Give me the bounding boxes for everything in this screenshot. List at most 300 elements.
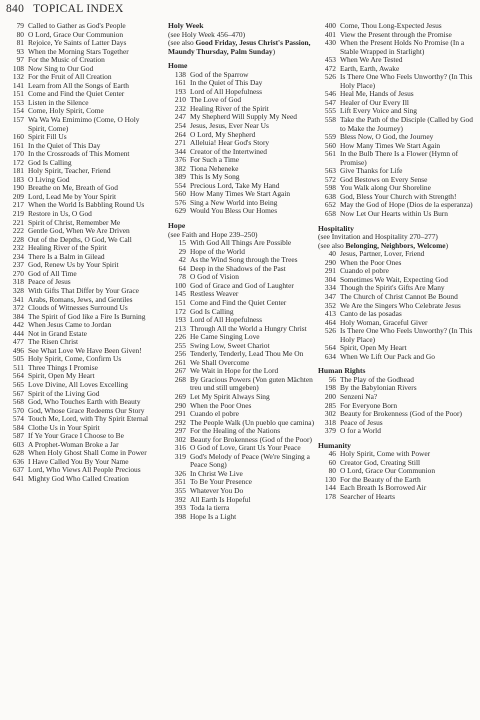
hymn-title: We Are the Singers Who Celebrate Jesus [340,300,461,310]
hymn-title: Creator of the Intertwined [190,146,267,156]
hymn-number: 270 [12,268,24,278]
hymn-title: God, Renew Us by Your Spirit [28,260,119,270]
hymn-title: Rejoice, Ye Saints of Latter Days [28,38,127,48]
hope-continued-list [318,22,476,219]
index-entry [168,513,316,522]
hymn-title: O God of Love, Grant Us Your Peace [190,443,301,453]
hymn-title: Though the Spirit's Gifts Are Many [340,283,445,293]
hymn-number: 297 [174,426,186,436]
hymn-title: This Is My Song [190,172,240,182]
hymn-number: 60 [328,457,336,467]
hymn-title: O Lord, My Shepherd [190,129,256,139]
hymn-title: Clothe Us in Your Spirit [28,422,100,432]
hymn-title: We Wait in Hope for the Lord [190,366,279,376]
hymn-title: Senzeni Na? [340,391,378,401]
hymn-title: Alleluia! Hear God's Story [190,138,270,148]
hymn-number: 141 [12,80,24,90]
hymn-title: In the Crossroads of This Moment [28,149,130,159]
hymn-number: 256 [174,349,186,359]
index-entry [318,353,476,362]
hymn-title: When the Poor Ones [340,257,402,267]
hymn-title: Out of the Depths, O God, We Call [28,234,132,244]
hymn-number: 269 [174,391,186,401]
hymn-title: View the Present through the Promise [340,29,452,39]
hymn-title: Canto de las posadas [340,309,402,319]
hymn-number: 40 [328,249,336,259]
hymn-number: 170 [12,149,24,159]
topic-see-note: (see Holy Week 456–470) [168,29,246,39]
hymn-number: 393 [174,503,186,513]
index-entry [318,210,476,219]
hymn-number: 291 [174,409,186,419]
hymn-number: 302 [324,409,336,419]
hymn-number: 291 [324,266,336,276]
hymn-title: God, Whose Grace Redeems Our Story [28,405,145,415]
hymn-number: 355 [174,485,186,495]
hymn-title: Holy Spirit, Come, Confirm Us [28,354,122,364]
hymn-title: You Walk along Our Shoreline [340,183,431,193]
hymn-title: Spirit of the Living God [28,388,100,398]
hymn-number: 213 [174,323,186,333]
hymn-title: Not in Grand Estate [28,328,87,338]
hymn-number: 472 [324,63,336,73]
hymn-number: 568 [12,397,24,407]
hymn-title: O Lord, Grace Our Communion [340,466,436,476]
hymn-number: 161 [12,140,24,150]
index-entry [168,376,316,393]
hymn-title: Through All the World a Hungry Christ [190,323,307,333]
hymn-number: 267 [174,366,186,376]
hymn-number: 328 [12,285,24,295]
hymn-number: 464 [324,317,336,327]
hymn-title: For the Fruit of All Creation [28,72,112,82]
hymn-title: All Earth Is Hopeful [190,494,251,504]
hymn-title: Earth, Earth, Awake [340,63,400,73]
hymn-title: Cuando el pobre [190,409,239,419]
hymn-title: Lord of All Hopefulness [190,86,263,96]
hymn-title: How Many Times We Start Again [340,140,441,150]
hymn-number: 564 [324,343,336,353]
page-number: 840 [6,3,25,15]
topic-see-note: (see Invitation and Hospitality 270–277) [318,232,438,242]
hymn-number: 290 [324,257,336,267]
hymn-title: Toda la tierra [190,503,230,513]
hymn-number: 161 [174,78,186,88]
topic-see-note: (see Faith and Hope 239–250) [168,229,258,239]
hymn-title: How Many Times We Start Again [190,189,291,199]
page-header [6,3,124,15]
hymn-title: In Christ We Live [190,468,243,478]
home-hymn-list [168,71,316,216]
hymn-title: Restore in Us, O God [28,209,92,219]
hymn-number: 302 [174,434,186,444]
hymn-number: 652 [324,200,336,210]
topic-heading-hospitality: Hospitality [318,223,354,233]
hymn-number: 628 [12,448,24,458]
hymn-number: 372 [12,303,24,313]
hymn-number: 547 [324,97,336,107]
hymn-number: 389 [174,172,186,182]
hymn-title: With God All Things Are Possible [190,238,292,248]
hymn-number: 64 [178,263,186,273]
hymn-number: 344 [174,146,186,156]
hymn-number: 637 [12,465,24,475]
hymn-number: 603 [12,439,24,449]
hymn-title: By Gracious Powers (Von guten Mächten treu und still umgeben) [190,374,313,393]
hymn-title: Now Let Our Hearts within Us Burn [340,209,448,219]
hymn-title: Now Sing to Our God [28,63,94,73]
hymn-title: There Is a Balm in Gilead [28,251,105,261]
index-entry [318,73,476,90]
hymn-number: 268 [174,374,186,384]
hymn-title: He Came Singing Love [190,332,260,342]
hymn-number: 29 [178,246,186,256]
hospitality-hymn-list [318,250,476,361]
hymn-title: Beauty for Brokenness (God of the Poor) [190,434,312,444]
hymn-title: Lift Every Voice and Sing [340,106,417,116]
hymn-number: 318 [12,277,24,287]
hymn-title: God Is Calling [190,306,234,316]
hymn-title: Mighty God Who Called Creation [28,473,129,483]
topic-heading-humanity: Humanity [318,440,351,450]
hymn-number: 634 [324,351,336,361]
hymn-title: Arabs, Romans, Jews, and Gentiles [28,294,133,304]
hymn-title: Is There One Who Feels Unworthy? (In This Holy Place) [340,72,473,90]
hymn-number: 261 [174,357,186,367]
hymn-number: 565 [12,379,24,389]
hymn-number: 392 [174,494,186,504]
index-entry [168,207,316,216]
topic-see-also-note: (see also Good Friday, Jesus Christ's Passion, Maundy Thursday, Palm Sunday) [168,38,311,56]
hymn-title: Healing River of the Spirit [28,243,107,253]
hymn-title: Sometimes We Wait, Expecting God [340,274,448,284]
hymn-number: 78 [178,272,186,282]
hymn-number: 555 [324,106,336,116]
hymn-title: Searcher of Hearts [340,491,395,501]
hymn-title: In the Bulb There Is a Flower (Hymn of Promise) [340,149,459,167]
hymn-number: 587 [12,431,24,441]
hymn-title: For the Music of Creation [28,55,105,65]
hymn-number: 319 [174,451,186,461]
hymn-title: The Love of God [190,95,242,105]
hymn-number: 234 [12,251,24,261]
hymn-title: If Ye Your Grace I Choose to Be [28,431,124,441]
hymn-number: 271 [174,138,186,148]
hymn-number: 108 [12,63,24,73]
hymn-title: Hope of the World [190,246,245,256]
index-entry [168,453,316,470]
hymn-title: Spirit, Open My Heart [340,343,407,353]
hymn-number: 172 [12,157,24,167]
hymn-title: God of Grace and God of Laughter [190,280,294,290]
hymn-number: 42 [178,255,186,265]
hymn-number: 629 [174,206,186,216]
hymn-number: 316 [174,443,186,453]
hymn-title: By the Babylonian Rivers [340,383,417,393]
hymn-title: May the God of Hope (Dios de la esperanza) [340,200,473,210]
hymn-title: Deep in the Shadows of the Past [190,263,286,273]
hymn-title: For the Beauty of the Earth [340,474,421,484]
hymn-title: God of All Time [28,268,77,278]
hymn-number: 290 [174,400,186,410]
hymn-number: 237 [12,260,24,270]
hymn-number: 255 [174,340,186,350]
hymn-number: 181 [12,166,24,176]
hymn-number: 351 [174,477,186,487]
hymn-title: When the Morning Stars Together [28,46,129,56]
hymn-number: 352 [324,300,336,310]
hymn-number: 153 [12,97,24,107]
hymn-title: The Spirit of God like a Fire Is Burning [28,311,146,321]
hymn-number: 567 [12,388,24,398]
hymn-number: 219 [12,209,24,219]
hymn-title: For Such a Time [190,155,240,165]
hymn-number: 636 [12,456,24,466]
index-entry [6,475,152,484]
hymn-number: 198 [324,383,336,393]
hymn-number: 318 [324,417,336,427]
topic-heading-home: Home [168,61,188,71]
hymn-number: 247 [174,112,186,122]
hymn-number: 477 [12,337,24,347]
hymn-title: The Risen Christ [28,337,79,347]
hymn-number: 638 [324,191,336,201]
hymn-number: 81 [16,38,24,48]
hymn-title: Give Thanks for Life [340,166,403,176]
hymn-number: 526 [324,326,336,336]
hymn-title: God, Who Touches Earth with Beauty [28,397,141,407]
hymn-title: Holy Spirit, Come with Power [340,449,431,459]
hymn-title: Let My Spirit Always Sing [190,391,270,401]
hymn-title: Wa Wa Wa Emimimo (Come, O Holy Spirit, Come) [28,115,140,133]
hymn-title: For the Healing of the Nations [190,426,281,436]
hymn-number: 200 [324,391,336,401]
index-entry [318,493,476,502]
hymn-number: 183 [12,174,24,184]
index-column-2 [168,22,316,521]
hymn-number: 285 [324,400,336,410]
hymn-number: 178 [324,491,336,501]
hymn-title: To Be Your Presence [190,477,252,487]
hymn-number: 560 [324,140,336,150]
hymn-number: 376 [174,155,186,165]
hymn-number: 574 [12,414,24,424]
index-entry [318,116,476,133]
hymn-number: 413 [324,309,336,319]
hymn-title: Spirit Fill Us [28,132,67,142]
hymn-title: See What Love We Have Been Given! [28,345,142,355]
hymn-title: O Living God [28,174,70,184]
topic-heading-hope: Hope [168,221,186,231]
hymn-title: When the Poor Ones [190,400,252,410]
hymn-number: 210 [174,95,186,105]
topic-heading-human-rights: Human Rights [318,366,366,376]
hymn-number: 576 [174,197,186,207]
hymn-title: The People Walk (Un pueblo que camina) [190,417,315,427]
hymn-number: 505 [12,354,24,364]
hymn-title: Learn from All the Songs of Earth [28,80,129,90]
hymn-title: Sing a New World into Being [190,197,278,207]
index-column-1 [6,22,152,484]
hymn-number: 151 [12,89,24,99]
hymn-number: 561 [324,149,336,159]
hymn-title: Listen in the Silence [28,97,89,107]
index-entry [318,39,476,56]
hymn-number: 221 [12,217,24,227]
hymn-number: 145 [174,289,186,299]
hymn-number: 46 [328,449,336,459]
hymn-title: Gentle God, When We Are Driven [28,226,130,236]
index-entry [318,150,476,167]
hymn-title: God of the Sparrow [190,69,249,79]
hymn-number: 384 [12,311,24,321]
hymn-title: When We Lift Our Pack and Go [340,351,435,361]
hymn-number: 292 [174,417,186,427]
topic-heading-holy-week: Holy Week [168,21,204,30]
hymn-title: God Bestows on Every Sense [340,174,428,184]
hymn-number: 511 [13,362,24,372]
hymn-title: Come, Holy Spirit, Come [28,106,104,116]
hymn-title: Lord, Lead Me by Your Spirit [28,191,117,201]
hymn-title: Hope Is a Light [190,511,237,521]
hymn-number: 15 [178,238,186,248]
humanity-hymn-list [318,450,476,501]
hymn-title: Each Breath Is Borrowed Air [340,483,427,493]
hymn-number: 572 [324,174,336,184]
hymn-number: 564 [12,371,24,381]
hymn-number: 453 [324,55,336,65]
hymn-number: 160 [12,132,24,142]
hymn-number: 584 [12,422,24,432]
hymn-number: 334 [324,283,336,293]
hymn-title: Three Things I Promise [28,362,98,372]
hope-hymn-list [168,239,316,521]
hymn-title: My Shepherd Will Supply My Need [190,112,297,122]
hymn-number: 193 [174,315,186,325]
hymn-title: Peace of Jesus [340,417,383,427]
hymn-title: Lord of All Hopefulness [190,315,263,325]
hymn-title: Is There One Who Feels Unworthy? (In This Holy Place) [340,326,473,344]
hymn-title: Clouds of Witnesses Surround Us [28,303,128,313]
hymn-title: O for a World [340,426,381,436]
hymn-title: God Is Calling [28,157,72,167]
hymn-title: Come and Find the Quiet Center [28,89,125,99]
hymn-number: 80 [16,29,24,39]
hymn-title: Cuando el pobre [340,266,389,276]
hymn-title: Healer of Our Every Ill [340,97,409,107]
hymn-title: Holy Spirit, Teacher, Friend [28,166,111,176]
hymn-title: With Gifts That Differ by Your Grace [28,285,139,295]
hymn-title: When We Are Tested [340,55,403,65]
hymn-number: 558 [324,115,336,125]
hymn-title: For Everyone Born [340,400,398,410]
hymn-title: Restless Weaver [190,289,239,299]
hymn-number: 526 [324,72,336,82]
hymn-title: Touch Me, Lord, with Thy Spirit Eternal [28,414,149,424]
hymn-title: Peace of Jesus [28,277,71,287]
hymn-number: 217 [12,200,24,210]
hymn-number: 264 [174,129,186,139]
hymn-title: The Play of the Godhead [340,374,414,384]
hymn-number: 658 [324,209,336,219]
hymn-number: 232 [174,103,186,113]
hymn-number: 401 [324,29,336,39]
index-entry [318,427,476,436]
hymn-number: 430 [324,38,336,48]
hymn-title: Healing River of the Spirit [190,103,269,113]
hymn-title: Love Divine, All Loves Excelling [28,379,128,389]
hymn-number: 379 [324,426,336,436]
hymn-number: 559 [324,132,336,142]
hymn-title: Called to Gather as God's People [28,21,126,30]
section-title: TOPICAL INDEX [33,3,124,15]
hymn-number: 190 [12,183,24,193]
hymn-number: 226 [174,332,186,342]
hymn-title: Tenderly, Tenderly, Lead Thou Me On [190,349,304,359]
hymn-number: 382 [174,163,186,173]
hymn-title: Spirit, Open My Heart [28,371,95,381]
hymn-number: 151 [174,297,186,307]
hymn-number: 444 [12,328,24,338]
topic-see-also-note: (see also Belonging, Neighbors, Welcome) [318,240,449,250]
hymn-number: 132 [12,72,24,82]
hymn-number: 93 [16,46,24,56]
hymn-title: Swing Low, Sweet Chariot [190,340,270,350]
hymn-title: Come, Thou Long-Expected Jesus [340,21,442,30]
hymn-number: 130 [324,474,336,484]
hymn-number: 228 [12,234,24,244]
hymn-number: 254 [174,121,186,131]
hymn-title: Take the Path of the Disciple (Called by God to Make the Journey) [340,115,473,133]
hymn-number: 341 [12,294,24,304]
hymn-number: 398 [174,511,186,521]
hymn-title: Would You Bless Our Homes [190,206,278,216]
hymn-number: 496 [12,345,24,355]
index-column-3 [318,22,476,502]
hymn-title: When the World Is Babbling Round Us [28,200,145,210]
hymn-title: We Shall Overcome [190,357,250,367]
hymn-title: God's Melody of Peace (We're Singing a Peace Song) [190,451,310,470]
hymn-title: Creator God, Creating Still [340,457,421,467]
hymn-number: 209 [12,191,24,201]
hymn-number: 304 [324,274,336,284]
hymn-title: Tiona Neheneke [190,163,239,173]
hymn-number: 546 [324,89,336,99]
hymn-title: I Have Called You By Your Name [28,456,129,466]
hymn-number: 100 [174,280,186,290]
hymn-number: 222 [12,226,24,236]
hymn-number: 563 [324,166,336,176]
hymn-number: 97 [16,55,24,65]
hymn-number: 144 [324,483,336,493]
hymn-number: 598 [324,183,336,193]
hymn-title: When Jesus Came to Jordan [28,320,112,330]
hymn-title: A Prophet-Woman Broke a Jar [28,439,119,449]
hymn-title: Lord, Who Views All People Precious [28,465,141,475]
hymn-title: Heal Me, Hands of Jesus [340,89,414,99]
hymn-title: As the Wind Song through the Trees [190,255,298,265]
hymn-title: O God of Vision [190,272,239,282]
hymn-title: The Church of Christ Cannot Be Bound [340,291,458,301]
hymn-title: Breathe on Me, Breath of God [28,183,118,193]
hymn-number: 570 [12,405,24,415]
hymn-number: 554 [174,180,186,190]
hymn-number: 442 [12,320,24,330]
hymn-number: 560 [174,189,186,199]
hymn-number: 232 [12,243,24,253]
hymn-title: Bless Now, O God, the Journey [340,132,434,142]
hymn-number: 79 [16,21,24,30]
